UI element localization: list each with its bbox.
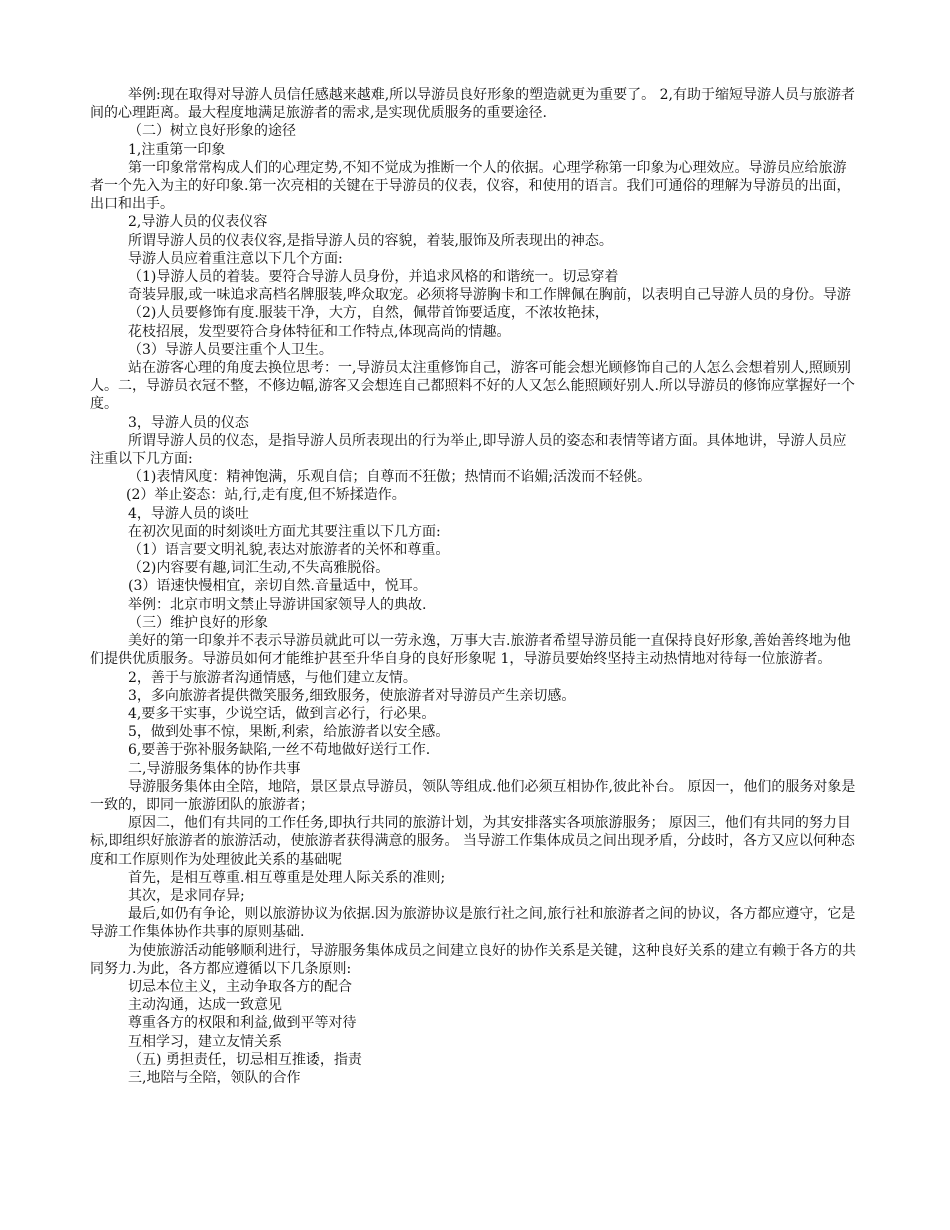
paragraph: (3）语速快慢相宜，亲切自然.音量适中，悦耳。 [128, 578, 427, 595]
paragraph: 3，导游人员的仪态 [128, 414, 249, 431]
paragraph: 切忌本位主义，主动争取各方的配合 [128, 978, 352, 995]
paragraph: （三）维护良好的形象 [128, 614, 268, 631]
paragraph: （五) 勇担责任，切忌相互推诿，指责 [128, 1051, 362, 1068]
paragraph: 5，做到处事不惊，果断,利索，给旅游者以安全感。 [128, 724, 450, 741]
paragraph: 在初次见面的时刻谈吐方面尤其要注重以下几方面: [128, 523, 441, 540]
paragraph: 其次，是求同存异; [128, 887, 245, 904]
paragraph: 奇装异服,或一味追求高档名牌服装,哗众取宠。必须将导游胸卡和工作牌佩在胸前，以表明自己导游人员的身份。导游 [128, 287, 851, 304]
paragraph: （1)表情风度：精神饱满，乐观自信；自尊而不狂傲；热情而不谄媚;活泼而不轻佻。 [128, 469, 652, 486]
paragraph: 4,要多干实事，少说空话，做到言必行，行必果。 [128, 705, 436, 722]
paragraph: 为使旅游活动能够顺利进行，导游服务集体成员之间建立良好的协作关系是关键，这种良好关系的建立有赖于各方的共同努力.为此，各方都应遵循以下几条原则: [90, 942, 856, 977]
paragraph: （2)人员要修饰有度.服装干净，大方，自然，佩带首饰要适度，不浓妆艳抹， [128, 305, 609, 322]
paragraph: （二）树立良好形象的途径 [128, 123, 296, 140]
paragraph: 6,要善于弥补服务缺陷,一丝不苟地做好送行工作. [128, 742, 431, 759]
paragraph: 3，多向旅游者提供微笑服务,细致服务，使旅游者对导游员产生亲切感。 [128, 687, 576, 704]
paragraph: 首先，是相互尊重.相互尊重是处理人际关系的准则; [128, 869, 446, 886]
paragraph: 三,地陪与全陪，领队的合作 [128, 1069, 301, 1086]
paragraph: （3）导游人员要注重个人卫生。 [128, 341, 333, 358]
paragraph: 举例:现在取得对导游人员信任感越来越难,所以导游员良好形象的塑造就更为重要了。 2,有助于缩短导游人员与旅游者间的心理距离。最大程度地满足旅游者的需求,是实现优质服务的重要途径. [90, 87, 855, 122]
paragraph: 所谓导游人员的仪态，是指导游人员所表现出的行为举止,即导游人员的姿态和表情等诸方面。具体地讲，导游人员应注重以下几方面: [90, 432, 847, 468]
paragraph: 举例：北京市明文禁止导游讲国家领导人的典故. [128, 596, 427, 613]
paragraph: 所谓导游人员的仪表仪容,是指导游人员的容貌，着装,服饰及所表现出的神态。 [128, 232, 613, 249]
paragraph: 美好的第一印象并不表示导游员就此可以一劳永逸，万事大吉.旅游者希望导游员能一直保持良好形象,善始善终地为他们提供优质服务。导游员如何才能维护甚至升华自身的良好形象呢 1，导游员要始终坚持主动热情地对待每一位旅游者。 [90, 633, 851, 668]
paragraph: 尊重各方的权限和利益,做到平等对待 [128, 1015, 357, 1032]
paragraph: 原因二，他们有共同的工作任务,即执行共同的旅游计划，为其安排落实各项旅游服务； 原因三，他们有共同的努力目标,即组织好旅游者的旅游活动，使旅游者获得满意的服务。 当导游工作集体成员之间出现矛盾，分歧时，各方又应以何种态度和工作原则作为处理彼此关系的基础呢 [90, 815, 855, 868]
paragraph: 2，善于与旅游者沟通情感，与他们建立友情。 [128, 669, 417, 686]
paragraph: 1,注重第一印象 [128, 141, 226, 158]
paragraph: （1）语言要文明礼貌,表达对旅游者的关怀和尊重。 [128, 542, 450, 559]
paragraph: 第一印象常常构成人们的心理定势,不知不觉成为推断一个人的依据。心理学称第一印象为心理效应。导游员应给旅游者一个先入为主的好印象.第一次亮相的关键在于导游员的仪表，仪容，和使用的语言。我们可通俗的理解为导游员的出面，出口和出手。 [90, 159, 851, 213]
paragraph: 主动沟通，达成一致意见 [128, 997, 282, 1014]
paragraph: 站在游客心理的角度去换位思考：一,导游员太注重修饰自己，游客可能会想光顾修饰自己的人怎么会想着别人,照顾别人。二，导游员衣冠不整，不修边幅,游客又会想连自己都照料不好的人又怎么能照顾好别人.所以导游员的修饰应掌握好一个度。 [90, 360, 855, 413]
paragraph: 导游人员应着重注意以下几个方面: [128, 250, 343, 267]
paragraph: (2）举止姿态：站,行,走有度,但不矫揉造作。 [126, 487, 406, 504]
paragraph: 最后,如仍有争论，则以旅游协议为依据.因为旅游协议是旅行社之间,旅行社和旅游者之间的协议，各方都应遵守，它是导游工作集体协作共事的原则基础. [90, 906, 856, 941]
document-body [90, 86, 860, 1087]
paragraph: （2)内容要有趣,词汇生动,不失高雅脱俗。 [128, 560, 390, 577]
paragraph: 导游服务集体由全陪，地陪，景区景点导游员，领队等组成.他们必须互相协作,彼此补台。 原因一，他们的服务对象是一致的，即同一旅游团队的旅游者； [90, 778, 856, 813]
paragraph: 二,导游服务集体的协作共事 [128, 760, 301, 777]
paragraph: 4，导游人员的谈吐 [128, 505, 249, 522]
paragraph: 花枝招展，发型要符合身体特征和工作特点,体现高尚的情趣。 [128, 323, 511, 340]
paragraph: （1)导游人员的着装。要符合导游人员身份，并追求风格的和谐统一。切忌穿着 [128, 269, 619, 286]
paragraph: 2,导游人员的仪表仪容 [128, 214, 268, 231]
paragraph: 互相学习，建立友情关系 [128, 1033, 282, 1050]
